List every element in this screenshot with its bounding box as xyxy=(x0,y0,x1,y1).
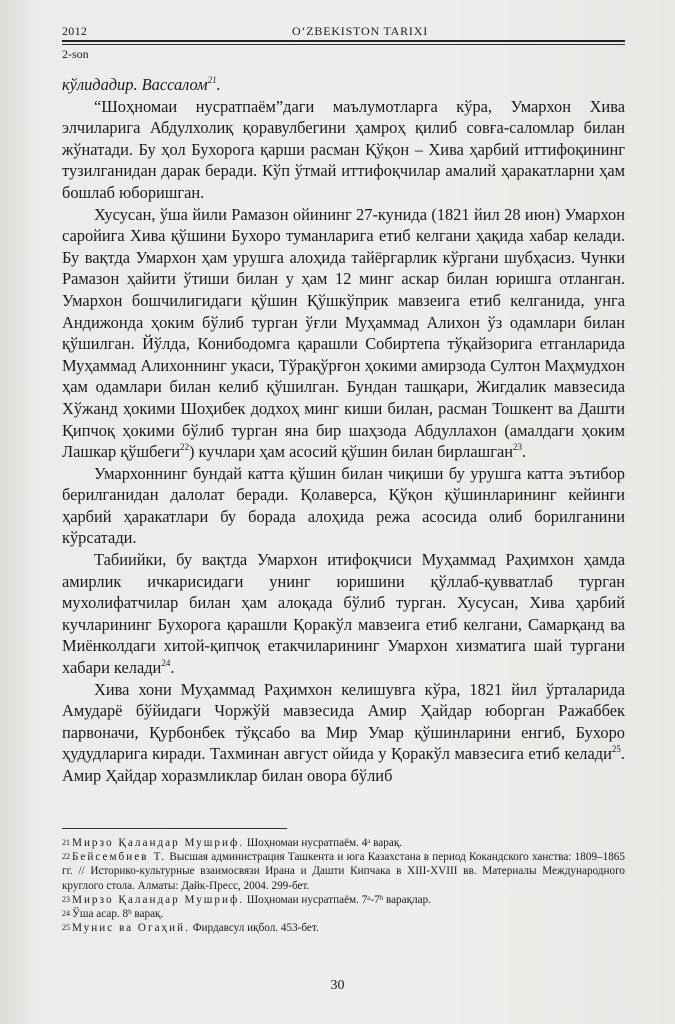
footnote: $^{22}$ Бейсембиев Т. Высшая администрация Ташкента и юга Казахстана в период Кокандского ханства: 1809–1865 гг. // Историко-культурные взаимосвязи Ирана и Дашти Кипчака в XIII-XVIII вв. Материалы Международного круглого стола. Алматы: Дайк-Пресс, 2004. 299-бет. xyxy=(62,851,625,892)
paragraph: Табиийки, бу вақтда Умархон итифоқчиси Муҳаммад Раҳимхон ҳамда амирлик ичкарисидаги унинг юришини қўллаб-қувватлаб турган мухолифатчилар билан ҳам алоқада бўлиб турган. Хусусан, Хива ҳарбий кучларининг Бухорога қарашли Қоракўл мавзеига етиб келгани, Самарқанд ва Миёнколдаги хитой-қипчоқ етакчиларининг Умархон хизматига шай тургани хабари келади$^{24}$. xyxy=(62,550,625,678)
footnotes xyxy=(62,836,625,935)
paragraph: кўлидадир. Вассалом$^{21}$. xyxy=(62,74,221,94)
paragraph: Хусусан, ўша йили Рамазон ойининг 27-кунида (1821 йил 28 июн) Умархон саройига Хива қўшини Бухоро туманларига етиб келгани ҳақида хабар келади. Бу вақтда Умархон ҳам урушга алоҳида тайёргарлик кўргани шубҳасиз. Чунки Рамазон ҳайити ўтиши билан у ҳам 12 минг аскар билан юришга отланган. Умархон бошчилигидаги қўшин Қўшкўприк мавзеига етиб келганида, унга Андижонда ҳоким бўлиб турган ўғли Муҳаммад Алихон ўз одамлари билан қўшилган. Йўлда, Конибодомга қарашли Собиртепа тўқайзорига етганларида Муҳаммад Алихоннинг укаси, Тўрақўрғон ҳокими амирзода Султон Маҳмудхон ҳам одамлари билан келиб қўшилган. Бундан ташқари, Жигдалик мавзесида Хўжанд ҳокими Шоҳибек додхоҳ минг киши билан, расман Тошкент ва Дашти Қипчоқ ҳокими бўлиб турган яна бир шаҳзода Абдуллахон (амалдаги ҳоким Лашкар қўшбеги$^{22}$) кучлари ҳам асосий қўшин билан бирлашган$^{23}$. xyxy=(62,204,625,462)
footnote-ref[interactable]: 22 xyxy=(179,441,189,452)
header-rule-thin xyxy=(62,44,625,45)
paragraph: “Шоҳномаи нусратпаём”даги маълумотларга кўра, Умархон Хива элчиларига Абдулхолиқ қоравулбегини ҳамроҳ қилиб совға-саломлар билан жўнатади. Бу ҳол Бухорога қарши расман Қўқон – Хива ҳарбий иттифоқининг тузилганидан дарак беради. Кўп ўтмай иттифоқчилар амалий ҳаракатларни ҳам бошлаб юборишган. xyxy=(62,96,625,202)
header-issue: 2-son xyxy=(62,47,89,61)
footnote-ref[interactable]: 25 xyxy=(611,743,621,754)
footnote-ref[interactable]: 24 xyxy=(161,657,171,668)
footnote-separator xyxy=(62,828,287,829)
footnote-ref[interactable]: 21 xyxy=(207,74,217,85)
article-body xyxy=(62,74,625,787)
footnote: $^{25}$ Мунис ва Огаҳий. Фирдавсул иқбол. 453-бет. xyxy=(62,922,319,935)
running-header xyxy=(62,20,625,42)
footnote: $^{23}$ Мирзо Қаландар Мушриф. Шоҳномаи нусратпаём. 7ᵃ-7ᵇ варақлар. xyxy=(62,893,431,906)
page-number: 30 xyxy=(330,978,345,993)
header-year: 2012 xyxy=(62,24,88,38)
footnote-ref[interactable]: 23 xyxy=(513,441,523,452)
header-rule xyxy=(62,40,625,42)
paragraph: Умархоннинг бундай катта қўшин билан чиқиши бу урушга катта эътибор берилганидан далолат беради. Қолаверса, Қўқон қўшинларининг кейинги ҳарбий ҳаракатлари бу борада алоҳида режа асосида олиб борилганини кўрсатади. xyxy=(62,463,625,548)
footnote: $^{21}$ Мирзо Қаландар Мушриф. Шоҳномаи нусратпаём. 4ᵃ варақ. xyxy=(62,837,403,849)
header-journal-title: O‘ZBEKISTON TARIXI xyxy=(292,24,428,38)
paragraph: Хива хони Муҳаммад Раҳимхон келишувга кўра, 1821 йил ўрталарида Амударё бўйидаги Чоржўй мавзесида Амир Ҳайдар юборган Ражаббек парвоначи, Қурбонбек тўқсабо ва Мир Умар қўшинларини енгиб, Бухоро ҳудудларига киради. Тахминан август ойида у Қоракўл мавзесига етиб келади$^{25}$. Амир Ҳайдар хоразмликлар билан овора бўлиб xyxy=(62,679,625,785)
footnote: $^{24}$ Ўша асар. 8ᵇ варақ. xyxy=(62,908,164,921)
